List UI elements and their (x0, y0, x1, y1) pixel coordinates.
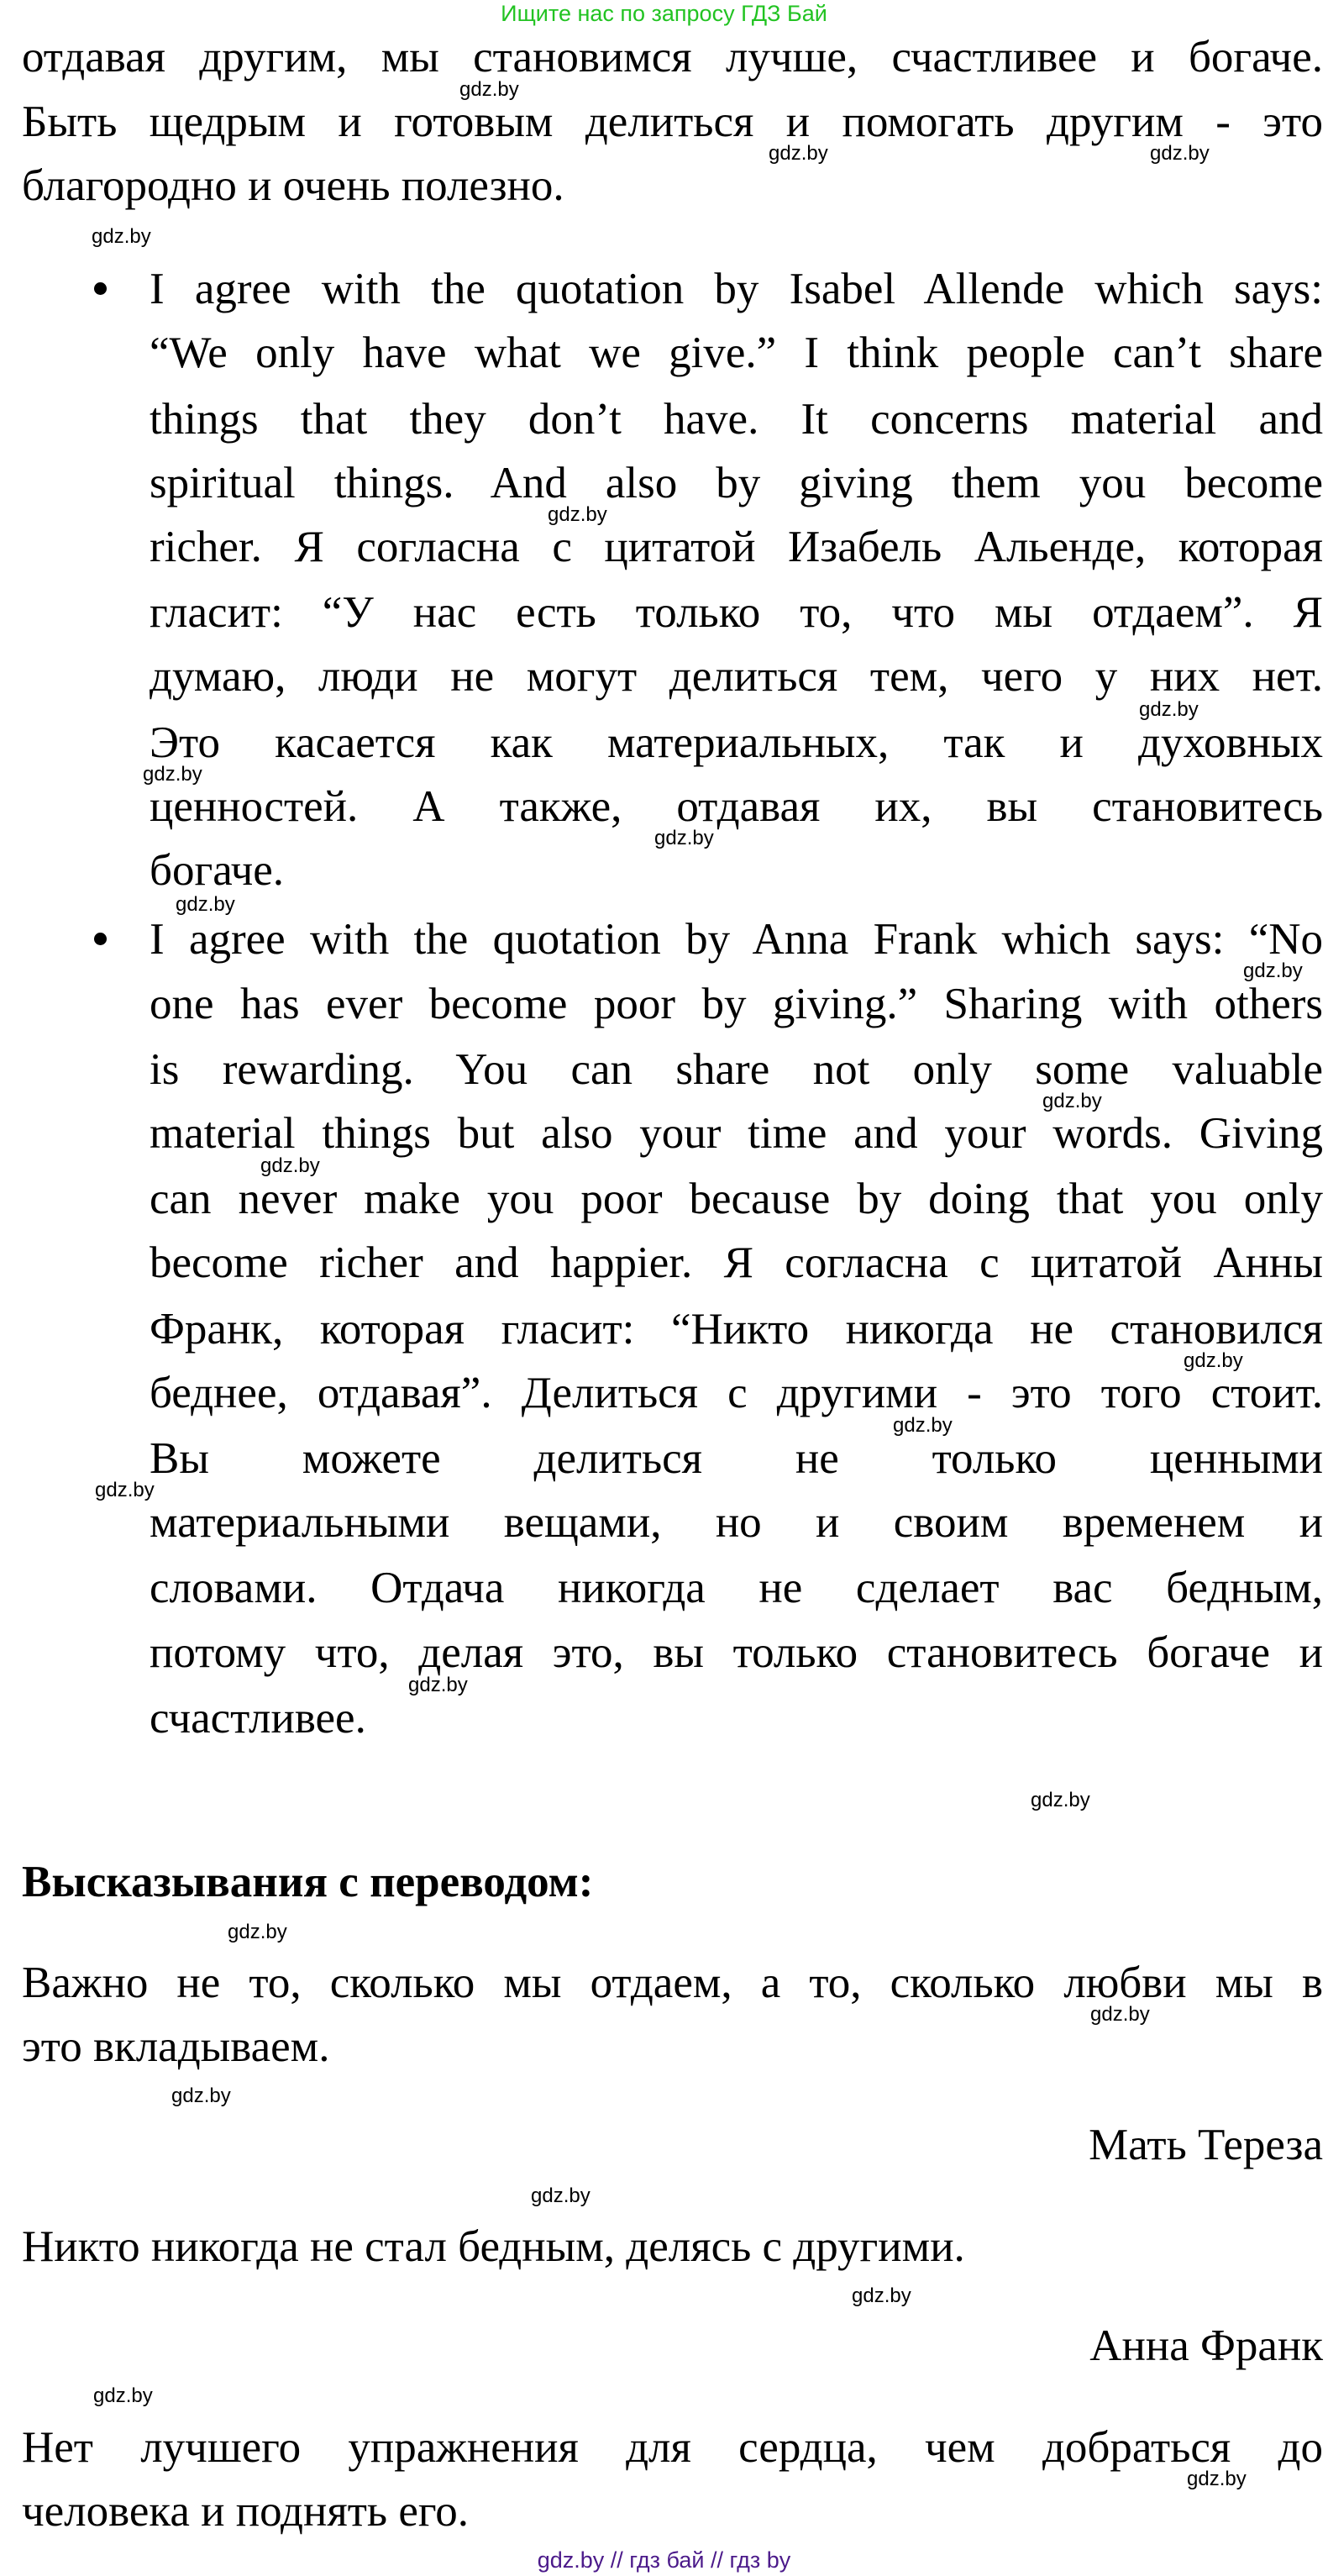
paragraph-line: материальными вещами, но и своим временем и (150, 1498, 1323, 1547)
watermark: gdz.by (459, 78, 519, 101)
watermark: gdz.by (92, 225, 151, 248)
bullet-icon (91, 929, 111, 949)
paragraph-line: Быть щедрым и готовым делиться и помогать другим - это (22, 97, 1323, 146)
watermark: gdz.by (1042, 1090, 1102, 1112)
watermark: gdz.by (893, 1414, 953, 1437)
watermark: gdz.by (1139, 698, 1199, 721)
paragraph-line: richer. Я согласна с цитатой Изабель Альенде, которая (150, 523, 1323, 571)
paragraph-line: Вы можете делиться не только ценными (150, 1434, 1323, 1483)
paragraph-line: благородно и очень полезно. (22, 161, 564, 210)
paragraph-line: это вкладываем. (22, 2022, 330, 2071)
paragraph-line: I agree with the quotation by Anna Frank which says: “No (150, 915, 1323, 964)
paragraph-line: ценностей. А также, отдавая их, вы становитесь (150, 782, 1323, 831)
paragraph-line: счастливее. (150, 1694, 366, 1743)
watermark: gdz.by (654, 827, 714, 849)
watermark: gdz.by (852, 2284, 911, 2307)
paragraph-line: отдавая другим, мы становимся лучше, счастливее и богаче. (22, 33, 1323, 81)
paragraph-line: I agree with the quotation by Isabel Allende which says: (150, 265, 1323, 313)
footer-links: gdz.by // гдз бай // гдз by (537, 2547, 791, 2573)
watermark: gdz.by (260, 1154, 320, 1177)
paragraph-line: думаю, люди не могут делиться тем, чего у них нет. (150, 652, 1323, 701)
watermark: gdz.by (1150, 142, 1210, 165)
watermark: gdz.by (228, 1921, 287, 1943)
watermark: gdz.by (93, 2384, 153, 2407)
paragraph-line: человека и поднять его. (22, 2487, 470, 2536)
paragraph-line: spiritual things. And also by giving them you become (150, 459, 1323, 507)
paragraph-line: Это касается как материальных, так и духовных (150, 718, 1323, 767)
watermark: gdz.by (1031, 1789, 1090, 1811)
paragraph-line: Нет лучшего упражнения для сердца, чем добраться до (22, 2423, 1323, 2472)
watermark: gdz.by (408, 1674, 468, 1696)
paragraph-line: Франк, которая гласит: “Никто никогда не становился (150, 1305, 1323, 1354)
search-banner: Ищите нас по запросу ГДЗ Бай (501, 1, 827, 26)
paragraph-line: богаче. (150, 846, 285, 895)
paragraph-line: беднее, отдавая”. Делиться с другими - это того стоит. (150, 1369, 1323, 1417)
section-heading: Высказывания с переводом: (22, 1858, 594, 1906)
paragraph-line: Важно не то, сколько мы отдаем, а то, сколько любви мы в (22, 1958, 1323, 2007)
watermark: gdz.by (1243, 959, 1303, 982)
watermark: gdz.by (176, 893, 235, 916)
watermark: gdz.by (1090, 2003, 1150, 2026)
paragraph-line: material things but also your time and your words. Giving (150, 1109, 1323, 1158)
quote-author: Мать Тереза (1089, 2121, 1323, 2169)
watermark: gdz.by (531, 2184, 591, 2207)
watermark: gdz.by (1184, 1349, 1243, 1372)
paragraph-line: become richer and happier. Я согласна с цитатой Анны (150, 1238, 1323, 1287)
quote-author: Анна Франк (1089, 2321, 1323, 2370)
watermark: gdz.by (95, 1479, 155, 1501)
paragraph-line: словами. Отдача никогда не сделает вас бедным, (150, 1564, 1323, 1612)
watermark: gdz.by (143, 763, 202, 786)
watermark: gdz.by (171, 2084, 231, 2107)
paragraph-line: Никто никогда не стал бедным, делясь с другими. (22, 2222, 965, 2271)
paragraph-line: потому что, делая это, вы только становитесь богаче и (150, 1628, 1323, 1677)
paragraph-line: things that they don’t have. It concerns material and (150, 395, 1323, 444)
paragraph-line: can never make you poor because by doing that you only (150, 1175, 1323, 1223)
paragraph-line: гласит: “У нас есть только то, что мы отдаем”. Я (150, 588, 1323, 637)
paragraph-line: is rewarding. You can share not only some valuable (150, 1045, 1323, 1094)
watermark: gdz.by (1187, 2468, 1247, 2490)
watermark: gdz.by (769, 142, 828, 165)
watermark: gdz.by (548, 503, 607, 526)
paragraph-line: “We only have what we give.” I think people can’t share (150, 329, 1323, 377)
paragraph-line: one has ever become poor by giving.” Sharing with others (150, 980, 1323, 1028)
bullet-icon (91, 279, 111, 299)
